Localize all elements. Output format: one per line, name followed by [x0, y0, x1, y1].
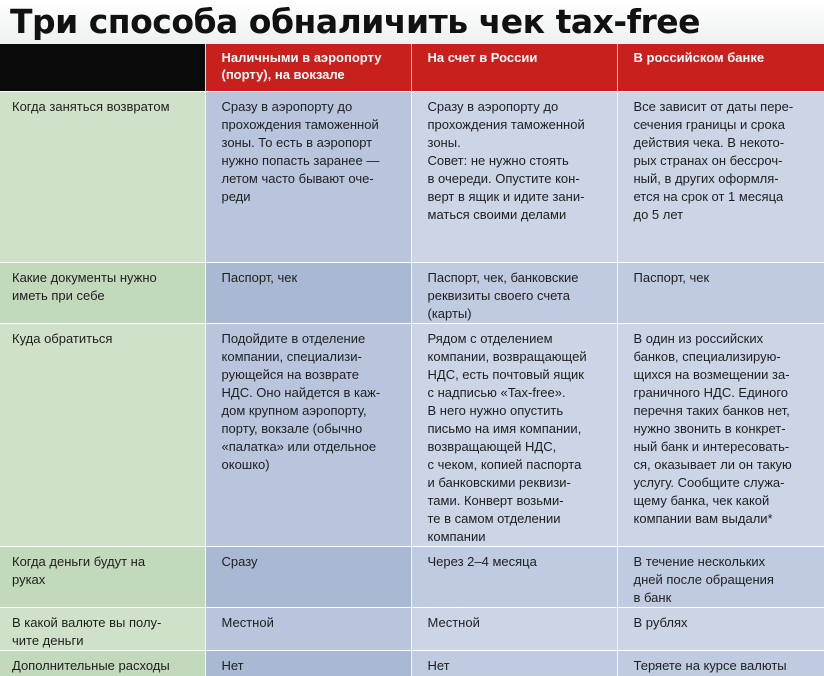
header-russian-account: На счет в России: [411, 44, 617, 92]
row-label: Куда обратиться: [0, 324, 205, 547]
table-row-documents: [0, 263, 824, 324]
row-label: В какой валюте вы полу- чите деньги: [0, 608, 205, 651]
table-row-when-money: [0, 547, 824, 608]
title-band: [0, 0, 824, 44]
table-cell: Подойдите в отделение компании, специализи- рующейся на возврате НДС. Оно найдется в каж- дом крупном аэропорту, порту, вокзале (обычно «палатка» или отдельное окошко): [205, 324, 411, 547]
table-cell: Рядом с отделением компании, возвращающей НДС, есть почтовый ящик с надписью «Tax-free». В него нужно опустить письмо на имя компании, возвращающей НДС, с чеком, копией паспорта и банковскими реквизи- тами. Конверт возьми- те в самом отделении компании: [411, 324, 617, 547]
table-cell: Нет: [205, 651, 411, 676]
row-label: Когда заняться возвратом: [0, 92, 205, 263]
row-label: Когда деньги будут на руках: [0, 547, 205, 608]
header-russian-bank: В российском банке: [617, 44, 824, 92]
row-label: Какие документы нужно иметь при себе: [0, 263, 205, 324]
table-cell: Местной: [411, 608, 617, 651]
table-cell: Паспорт, чек: [205, 263, 411, 324]
table-cell: Нет: [411, 651, 617, 676]
table-cell: Сразу в аэропорту до прохождения таможенной зоны. Совет: не нужно стоять в очереди. Опустите кон- верт в ящик и идите зани- маться своими делами: [411, 92, 617, 263]
table-cell: Местной: [205, 608, 411, 651]
row-label: Дополнительные расходы: [0, 651, 205, 676]
table-cell: Сразу: [205, 547, 411, 608]
table-cell: Сразу в аэропорту до прохождения таможенной зоны. То есть в аэропорт нужно попасть заранее — летом часто бывают оче- реди: [205, 92, 411, 263]
table-cell: В течение нескольких дней после обращения в банк: [617, 547, 824, 608]
table-row-where: [0, 324, 824, 547]
header-airport-cash: Наличными в аэропорту (порту), на вокзале: [205, 44, 411, 92]
header-corner: [0, 44, 205, 92]
page-title: Три способа обналичить чек tax-free: [10, 2, 700, 41]
table-cell: Паспорт, чек: [617, 263, 824, 324]
table-cell: В рублях: [617, 608, 824, 651]
table-row-currency: [0, 608, 824, 651]
table-cell: Все зависит от даты пере- сечения границы и срока действия чека. В некото- рых странах он бессроч- ный, в других оформля- ется на срок от 1 месяца до 5 лет: [617, 92, 824, 263]
comparison-table: [0, 44, 824, 676]
table-row-extra-costs: [0, 651, 824, 676]
table-row-when: [0, 92, 824, 263]
table-cell: Паспорт, чек, банковские реквизиты своего счета (карты): [411, 263, 617, 324]
header-row: [0, 44, 824, 92]
table-cell: Через 2–4 месяца: [411, 547, 617, 608]
table-cell: В один из российских банков, специализирую- щихся на возмещении за- граничного НДС. Единого перечня таких банков нет, нужно звонить в конкрет- ный банк и интересовать- ся, оказывает ли он такую услугу. Сообщите служа- щему банка, чек какой компании вам выдали*: [617, 324, 824, 547]
table-cell: Теряете на курсе валюты: [617, 651, 824, 676]
